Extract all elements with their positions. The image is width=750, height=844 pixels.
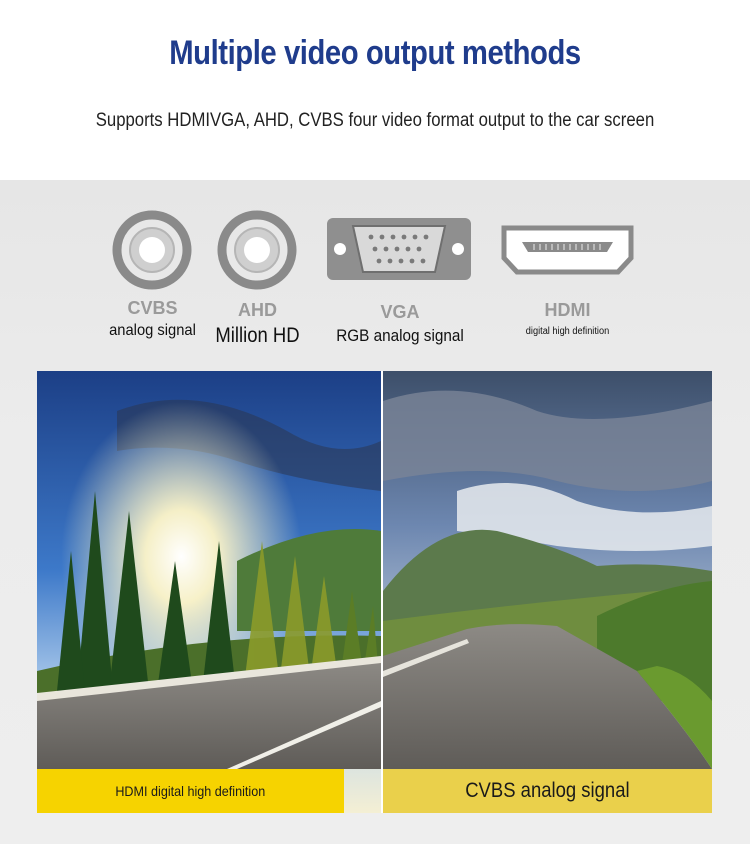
port-desc: RGB analog signal bbox=[336, 326, 464, 345]
port-desc: digital high definition bbox=[525, 326, 610, 337]
port-hdmi bbox=[500, 220, 635, 350]
port-ahd bbox=[205, 210, 310, 355]
rca-connector-icon bbox=[100, 210, 205, 290]
rca-connector-icon bbox=[205, 210, 310, 290]
comparison-image bbox=[37, 371, 712, 813]
page-subtitle: Supports HDMIVGA, AHD, CVBS four video format output to the car screen bbox=[95, 110, 655, 131]
port-name: HDMI bbox=[544, 300, 591, 320]
port-vga bbox=[325, 212, 475, 357]
caption-right-text: CVBS analog signal bbox=[465, 779, 630, 802]
port-cvbs bbox=[100, 210, 205, 350]
page-title: Multiple video output methods bbox=[169, 34, 581, 72]
caption-right bbox=[383, 769, 712, 813]
vga-connector-icon bbox=[325, 212, 475, 288]
caption-left bbox=[37, 769, 344, 813]
port-desc: Million HD bbox=[215, 324, 300, 347]
hdmi-connector-icon bbox=[500, 220, 635, 280]
caption-left-text: HDMI digital high definition bbox=[115, 783, 266, 799]
header bbox=[0, 0, 750, 180]
port-name: CVBS bbox=[127, 298, 178, 318]
port-desc: analog signal bbox=[109, 322, 196, 339]
port-name: VGA bbox=[380, 302, 420, 322]
port-name: AHD bbox=[238, 300, 277, 320]
